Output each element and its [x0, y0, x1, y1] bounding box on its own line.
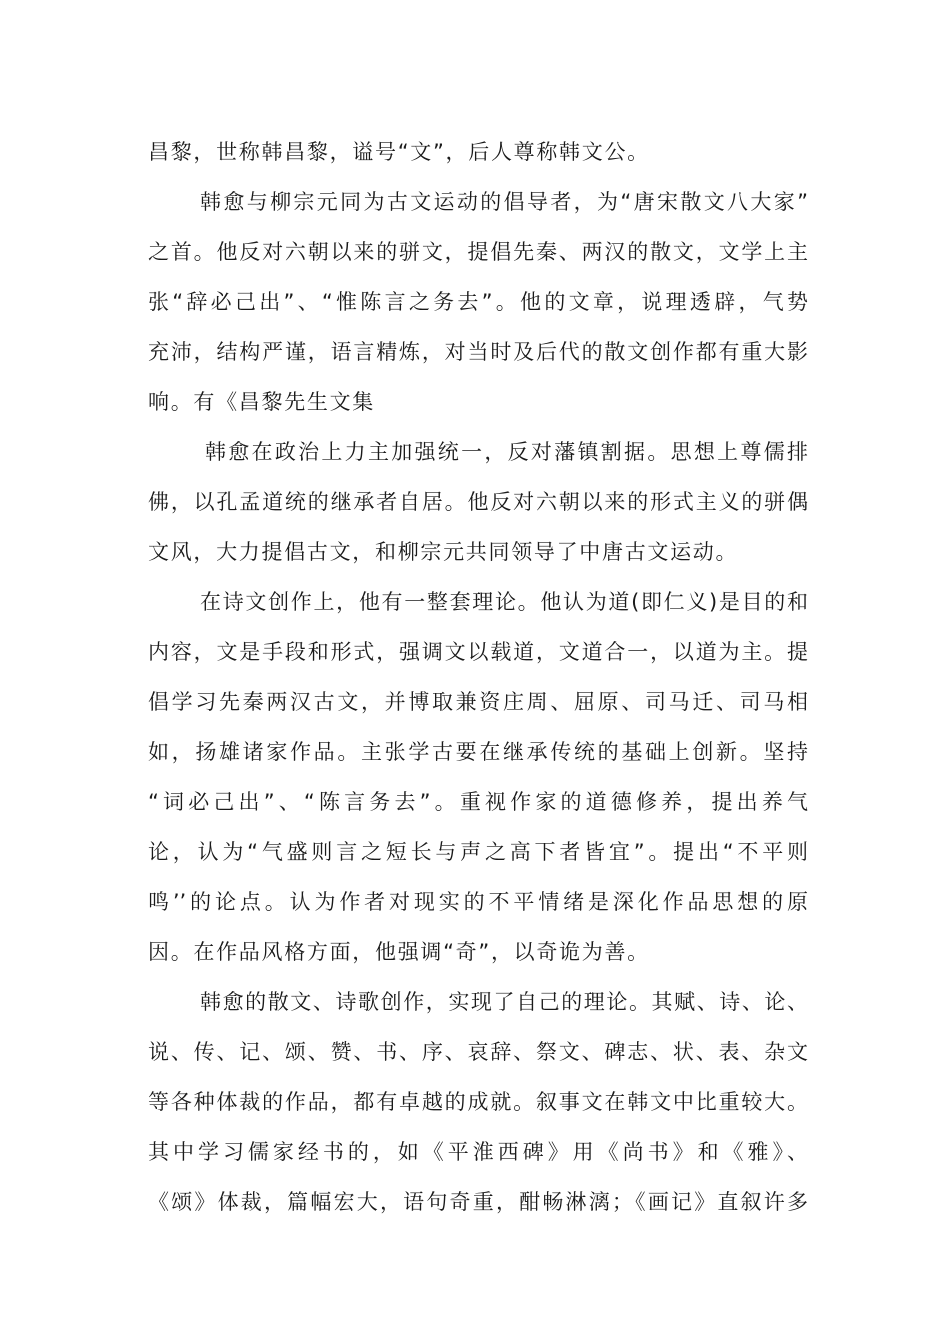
paragraph-first-line: 韩愈在政治上力主加强统一，反对藩镇割据。思想上尊儒排 — [205, 440, 808, 464]
text-line: 文风，大力提倡古文，和柳宗元共同领导了中唐古文运动。 — [148, 540, 739, 564]
text-line: 充沛，结构严谨，语言精炼，对当时及后代的散文创作都有重大影 — [148, 340, 808, 364]
text-line: 等各种体裁的作品，都有卓越的成就。叙事文在韩文中比重较大。 — [148, 1090, 808, 1114]
text-line: 鸣’’的论点。认为作者对现实的不平情绪是深化作品思想的原 — [148, 890, 808, 914]
text-line: 因。在作品风格方面，他强调“奇”，以奇诡为善。 — [148, 940, 650, 964]
text-line: 如，扬雄诸家作品。主张学古要在继承传统的基础上创新。坚持 — [148, 740, 808, 764]
text-line: 《颂》体裁，篇幅宏大，语句奇重，酣畅淋漓；《画记》直叙许多 — [148, 1190, 808, 1214]
text-line: “词必己出”、“陈言务去”。重视作家的道德修养，提出养气 — [148, 790, 808, 814]
paragraph-first-line: 在诗文创作上，他有一整套理论。他认为道(即仁义)是目的和 — [200, 590, 808, 614]
text-line: 倡学习先秦两汉古文，并博取兼资庄周、屈原、司马迁、司马相 — [148, 690, 808, 714]
paragraph-first-line: 韩愈与柳宗元同为古文运动的倡导者，为“唐宋散文八大家” — [200, 190, 808, 214]
text-line: 其中学习儒家经书的，如《平淮西碑》用《尚书》和《雅》、 — [148, 1140, 808, 1164]
text-line: 响。有《昌黎先生文集 — [148, 390, 375, 414]
paragraph-first-line: 韩愈的散文、诗歌创作，实现了自己的理论。其赋、诗、论、 — [200, 990, 808, 1014]
text-line: 张“辞必己出”、“惟陈言之务去”。他的文章，说理透辟，气势 — [148, 290, 808, 314]
text-line: 论，认为“气盛则言之短长与声之高下者皆宜”。提出“不平则 — [148, 840, 808, 864]
text-line: 之首。他反对六朝以来的骈文，提倡先秦、两汉的散文，文学上主 — [148, 240, 808, 264]
text-line: 昌黎，世称韩昌黎，谥号“文”，后人尊称韩文公。 — [148, 140, 650, 164]
text-line: 内容，文是手段和形式，强调文以载道，文道合一，以道为主。提 — [148, 640, 808, 664]
text-line: 佛，以孔孟道统的继承者自居。他反对六朝以来的形式主义的骈偶 — [148, 490, 808, 514]
text-line: 说、传、记、颂、赞、书、序、哀辞、祭文、碑志、状、表、杂文 — [148, 1040, 808, 1064]
